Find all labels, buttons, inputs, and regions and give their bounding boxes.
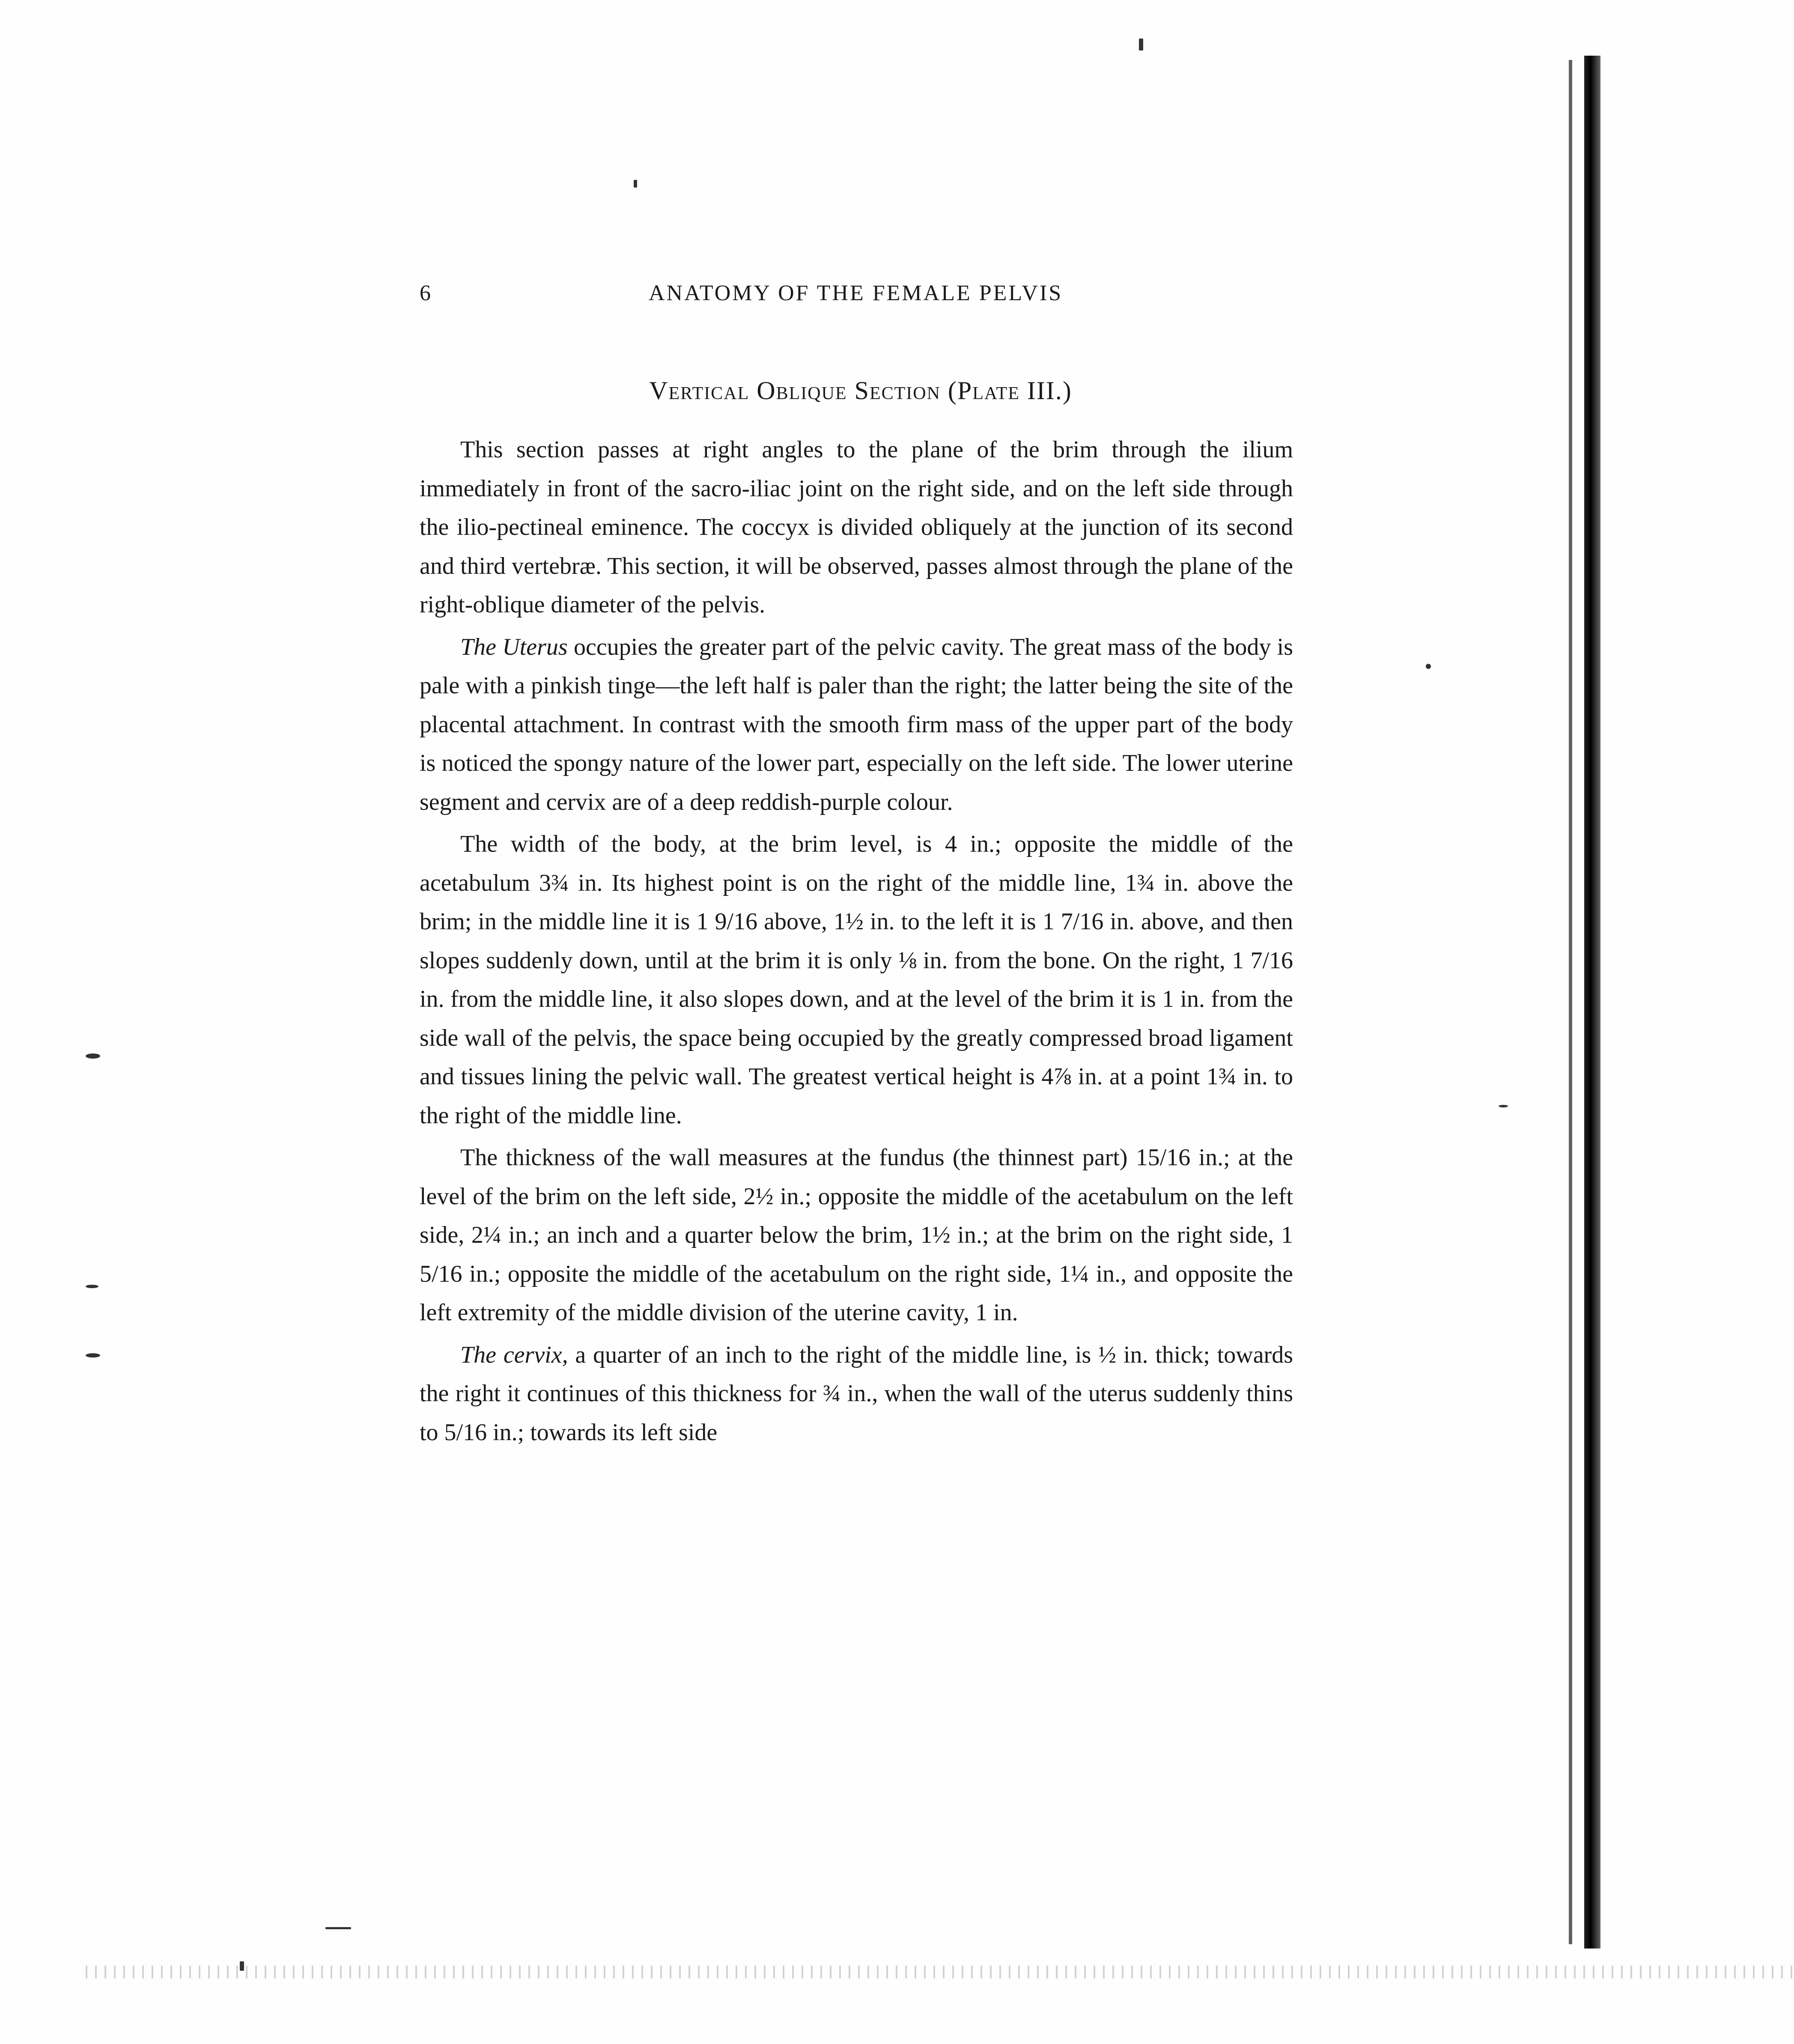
scan-speck (1499, 1105, 1508, 1107)
binding-edge (1584, 56, 1600, 1949)
scan-speck (1139, 39, 1143, 51)
scan-speck (240, 1961, 244, 1971)
scan-speck (86, 1285, 98, 1288)
running-title: ANATOMY OF THE FEMALE PELVIS (649, 281, 1063, 305)
paragraph (420, 1336, 1293, 1452)
paragraph-text: The thickness of the wall measures at the fundus (the thinnest part) 15/16 in.; at the level of the brim on the left side, 2½ in.; opposite the middle of the acetabulum on the left side, 2¼ in.; an inch and a quarter below the brim, 1½ in.; at the brim on the right side, 1 5/16 in.; opposite the middle of the acetabulum on the right side, 1¼ in., and opposite the left extremity of the middle division of the uterine cavity, 1 in. (420, 1144, 1293, 1326)
scan-speck (325, 1927, 351, 1929)
body-text (420, 430, 1293, 1455)
scan-speck (1426, 664, 1431, 669)
scan-speck (86, 1353, 100, 1358)
scan-noise (86, 1966, 1794, 1978)
scan-speck (634, 180, 637, 188)
paragraph-lead: The cervix, (460, 1341, 568, 1368)
paragraph-lead: The Uterus (460, 633, 568, 660)
section-heading: Vertical Oblique Section (Plate III.) (649, 376, 1072, 405)
paragraph-text: a quarter of an inch to the right of the middle line, is ½ in. thick; towards the right it continues of this thickness for ¾ in., when the wall of the uterus suddenly thins to 5/16 in.; towards its left side (420, 1341, 1293, 1446)
scan-speck (86, 1053, 100, 1059)
page-number: 6 (420, 281, 432, 305)
paragraph (420, 825, 1293, 1135)
paragraph (420, 628, 1293, 822)
paragraph-text: The width of the body, at the brim level, is 4 in.; opposite the middle of the acetabulum 3¾ in. Its highest point is on the right of the middle line, 1¾ in. above the brim; in the middle line it is 1 9/16 above, 1½ in. to the left it is 1 7/16 in. above, and then slopes suddenly down, until at the brim it is only ⅛ in. from the bone. On the right, 1 7/16 in. from the middle line, it also slopes down, and at the level of the brim it is 1 in. from the side wall of the pelvis, the space being occupied by the greatly compressed broad ligament and tissues lining the pelvic wall. The greatest vertical height is 4⅞ in. at a point 1¾ in. to the right of the middle line. (420, 831, 1293, 1129)
paragraph-text: occupies the greater part of the pelvic cavity. The great mass of the body is pale with a pinkish tinge—the left half is paler than the right; the latter being the site of the placental attachment. In contrast with the smooth firm mass of the upper part of the body is noticed the spongy nature of the lower part, especially on the left side. The lower uterine segment and cervix are of a deep reddish-purple colour. (420, 633, 1293, 815)
paragraph (420, 430, 1293, 624)
running-head (420, 280, 1302, 315)
paragraph-text: This section passes at right angles to the plane of the brim through the ilium immediately in front of the sacro-iliac joint on the right side, and on the left side through the ilio-pectineal eminence. The coccyx is divided obliquely at the junction of its second and third vertebræ. This section, it will be observed, passes almost through the plane of the right-oblique diameter of the pelvis. (420, 436, 1293, 618)
binding-shadow (1569, 60, 1572, 1944)
paragraph (420, 1138, 1293, 1332)
